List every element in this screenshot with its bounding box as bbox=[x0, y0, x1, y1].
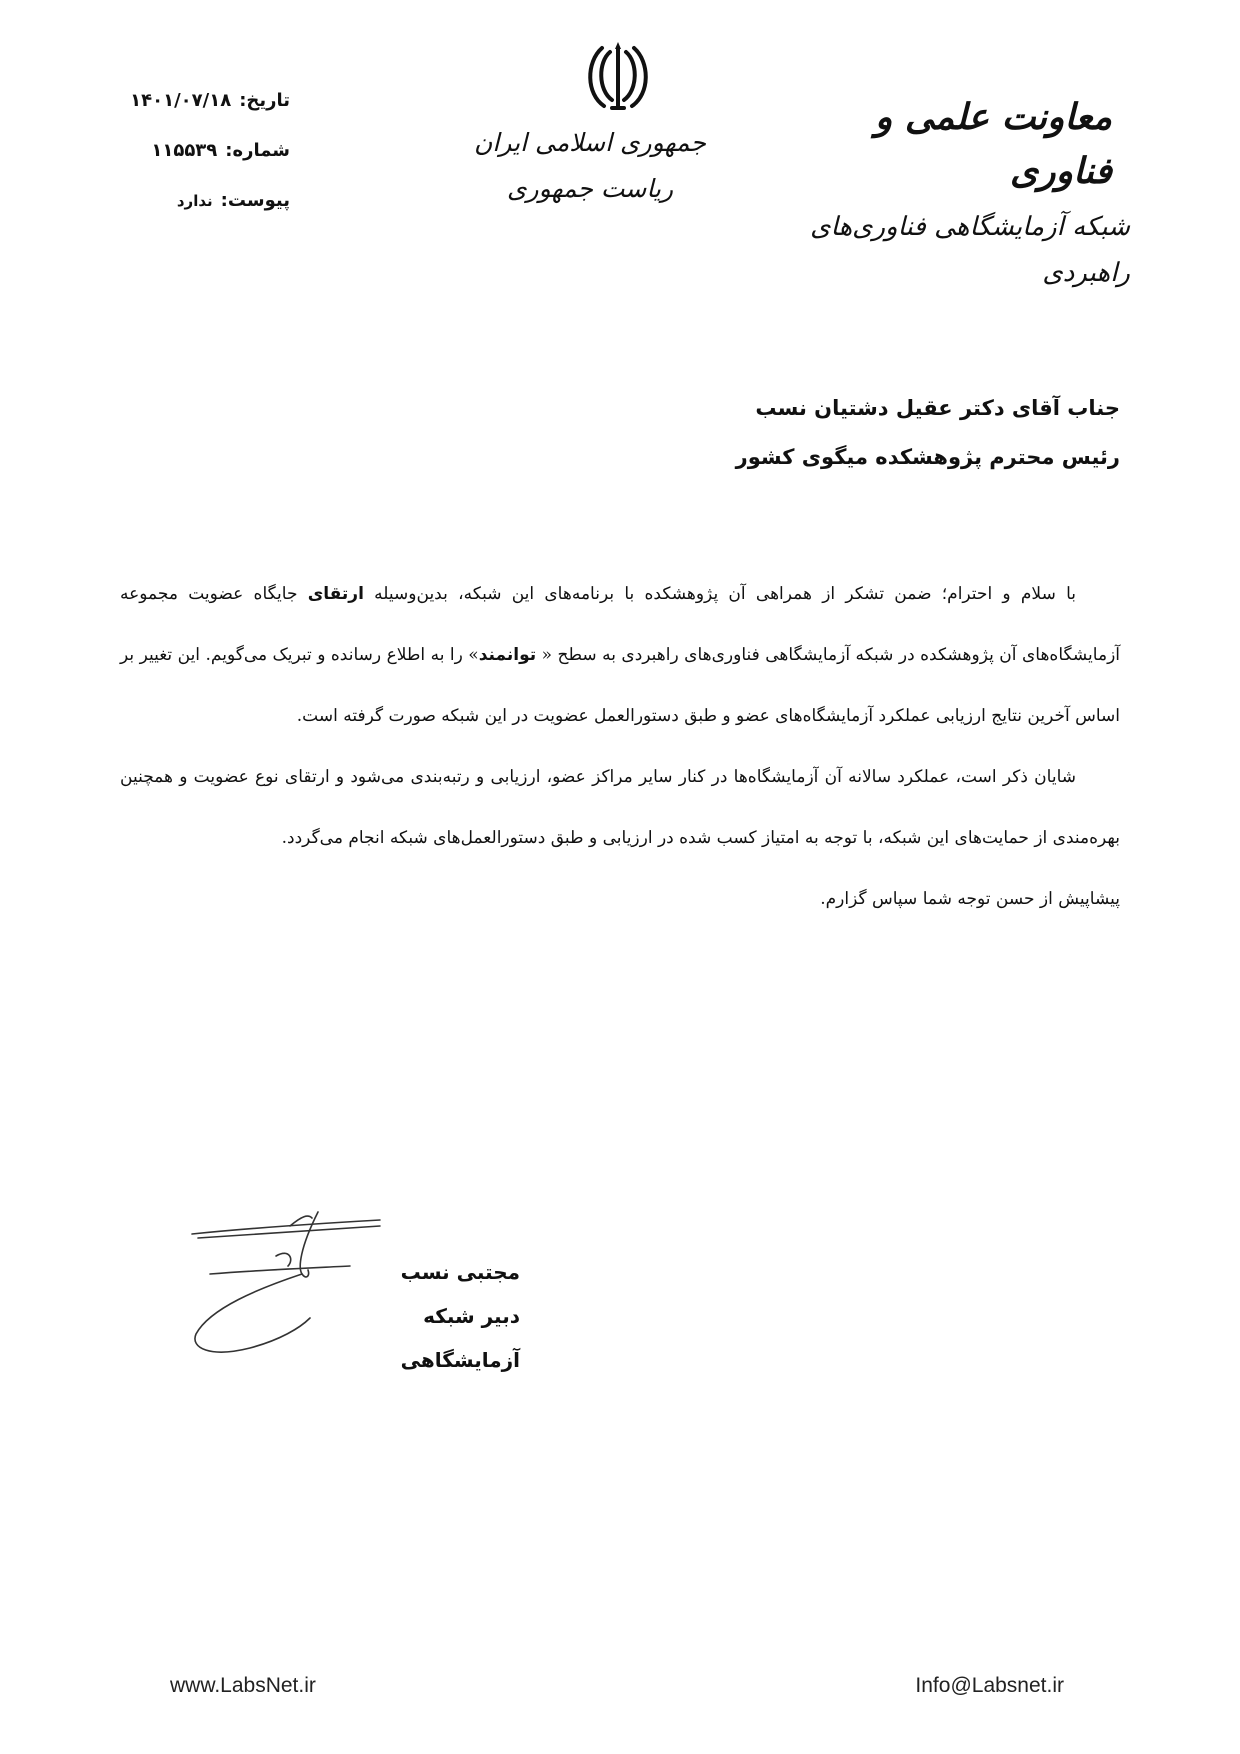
signer-block bbox=[300, 1250, 520, 1382]
republic-line: جمهوری اسلامی ایران bbox=[474, 128, 706, 157]
paragraph-2: شایان ذکر است، عملکرد سالانه آن آزمایشگاه‌ها در کنار سایر مراکز عضو، ارزیابی و رتبه‌بندی می‌شود و ارتقای نوع عضویت و همچنین بهره‌مندی از حمایت‌های این شبکه، با توجه به امتیاز کسب شده در ارزیابی و طبق دستورالعمل‌های شبکه انجام می‌گردد. bbox=[120, 767, 1120, 848]
org-subtitle: شبکه آزمایشگاهی فناوری‌های راهبردی bbox=[810, 212, 1130, 288]
number-label: شماره: bbox=[225, 140, 290, 161]
organization-header bbox=[770, 90, 1130, 296]
p1-bold-level: توانمند bbox=[478, 645, 537, 665]
number-row bbox=[110, 138, 290, 164]
recipient-block bbox=[600, 384, 1120, 482]
signer-title: دبیر شبکه آزمایشگاهی bbox=[400, 1304, 520, 1372]
p1-part-b: جایگاه عضویت مجموعه آزمایشگاه‌های آن پژوهشکده در شبکه آزمایشگاهی فناوری‌های راهبردی به سطح « bbox=[120, 584, 1120, 665]
attachment-value: ندارد bbox=[176, 192, 213, 210]
footer-website[interactable]: www.LabsNet.ir bbox=[170, 1674, 316, 1697]
date-value: ۱۴۰۱/۰۷/۱۸ bbox=[130, 90, 232, 111]
letter-meta bbox=[110, 88, 290, 238]
recipient-title: رئیس محترم پژوهشکده میگوی کشور bbox=[735, 445, 1120, 469]
p1-part-a: با سلام و احترام؛ ضمن تشکر از همراهی آن پژوهشکده با برنامه‌های این شبکه، بدین‌وسیله bbox=[363, 584, 1076, 604]
signer-name: مجتبی نسب bbox=[400, 1260, 520, 1284]
org-title: معاونت علمی و فناوری bbox=[874, 96, 1112, 192]
p1-part-c: » را به اطلاع رسانده و تبریک می‌گویم. این تغییر بر اساس آخرین نتایج ارزیابی عملکرد آزمایشگاه‌های عضو و طبق دستورالعمل عضویت در این شبکه صورت گرفته است. bbox=[120, 645, 1120, 726]
attachment-label: پیوست: bbox=[220, 190, 290, 211]
date-row bbox=[110, 88, 290, 114]
number-value: ۱۱۵۵۳۹ bbox=[151, 140, 218, 161]
footer-email[interactable]: Info@Labsnet.ir bbox=[915, 1674, 1064, 1697]
attachment-row bbox=[110, 188, 290, 214]
letter-body bbox=[120, 564, 1120, 930]
paragraph-1 bbox=[120, 564, 1120, 747]
recipient-name: جناب آقای دکتر عقیل دشتیان نسب bbox=[755, 396, 1120, 420]
presidency-line: ریاست جمهوری bbox=[506, 174, 674, 203]
center-caption bbox=[470, 120, 710, 212]
date-label: تاریخ: bbox=[239, 90, 290, 111]
paragraph-3: پیشاپیش از حسن توجه شما سپاس گزارم. bbox=[820, 889, 1120, 909]
iran-emblem-icon bbox=[588, 38, 648, 118]
p1-bold-upgrade: ارتقای bbox=[307, 584, 364, 604]
